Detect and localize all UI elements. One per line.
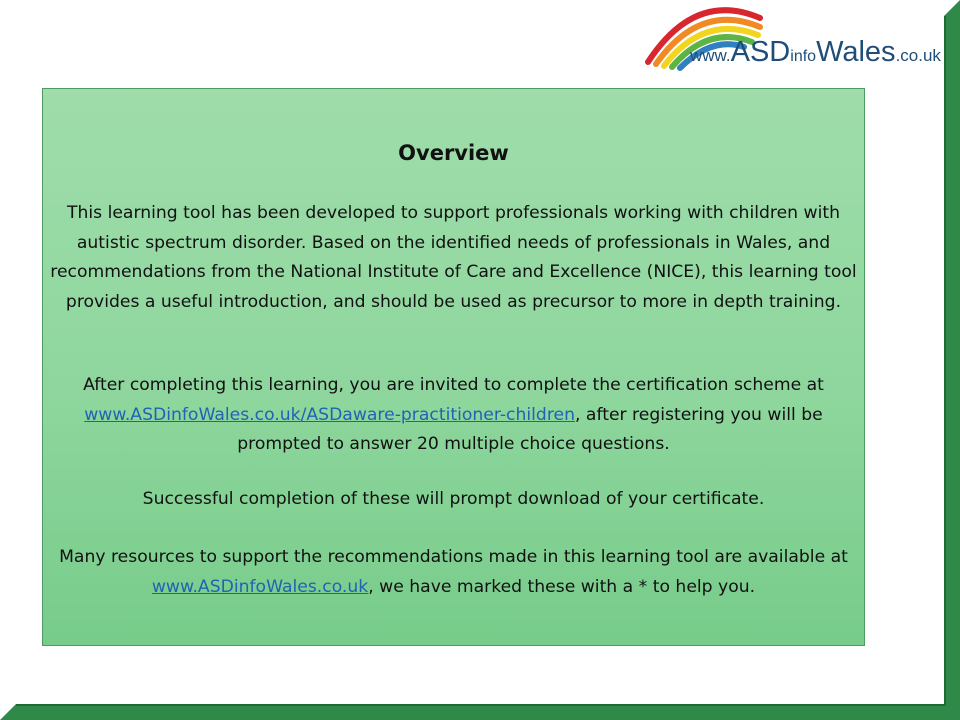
certification-paragraph	[49, 371, 858, 460]
frame-bottom-edge	[16, 704, 946, 706]
intro-paragraph: This learning tool has been developed to support professionals working with children with autistic spectrum disorder. Based on the identified needs of professionals in Wales, and recommendations from the National Institute of Care and Excellence (NICE), this learning tool provides a useful introduction, and should be used as precursor to more in depth training.	[50, 203, 857, 312]
resources-text-after: , we have marked these with a * to help you.	[368, 576, 756, 597]
resources-text-before: Many resources to support the recommendations made in this learning tool are available at	[59, 547, 848, 567]
logo-suffix: .co.uk	[895, 46, 941, 65]
certification-text-before: After completing this learning, you are invited to complete the certification scheme at	[83, 375, 824, 395]
logo-prefix: www.	[690, 46, 731, 65]
logo-asd: ASD	[730, 36, 791, 68]
completion-paragraph: Successful completion of these will prompt download of your certificate.	[142, 489, 765, 509]
logo-wales: Wales	[816, 36, 896, 68]
frame-bottom-bar	[0, 704, 960, 720]
frame-right-bar	[944, 0, 960, 720]
overview-panel	[42, 88, 865, 646]
asdinfowales-logo[interactable]	[640, 0, 940, 72]
frame-right-edge	[944, 16, 946, 704]
certification-link[interactable]: www.ASDinfoWales.co.uk/ASDaware-practitioner-children	[84, 404, 575, 425]
overview-title: Overview	[398, 141, 509, 165]
logo-info: info	[790, 48, 817, 65]
resources-paragraph	[49, 543, 858, 602]
logo-wordmark	[690, 38, 941, 67]
certification-text-after: , after registering you will be prompted to answer 20 multiple choice questions.	[237, 404, 823, 454]
resources-link[interactable]: www.ASDinfoWales.co.uk	[151, 576, 369, 597]
